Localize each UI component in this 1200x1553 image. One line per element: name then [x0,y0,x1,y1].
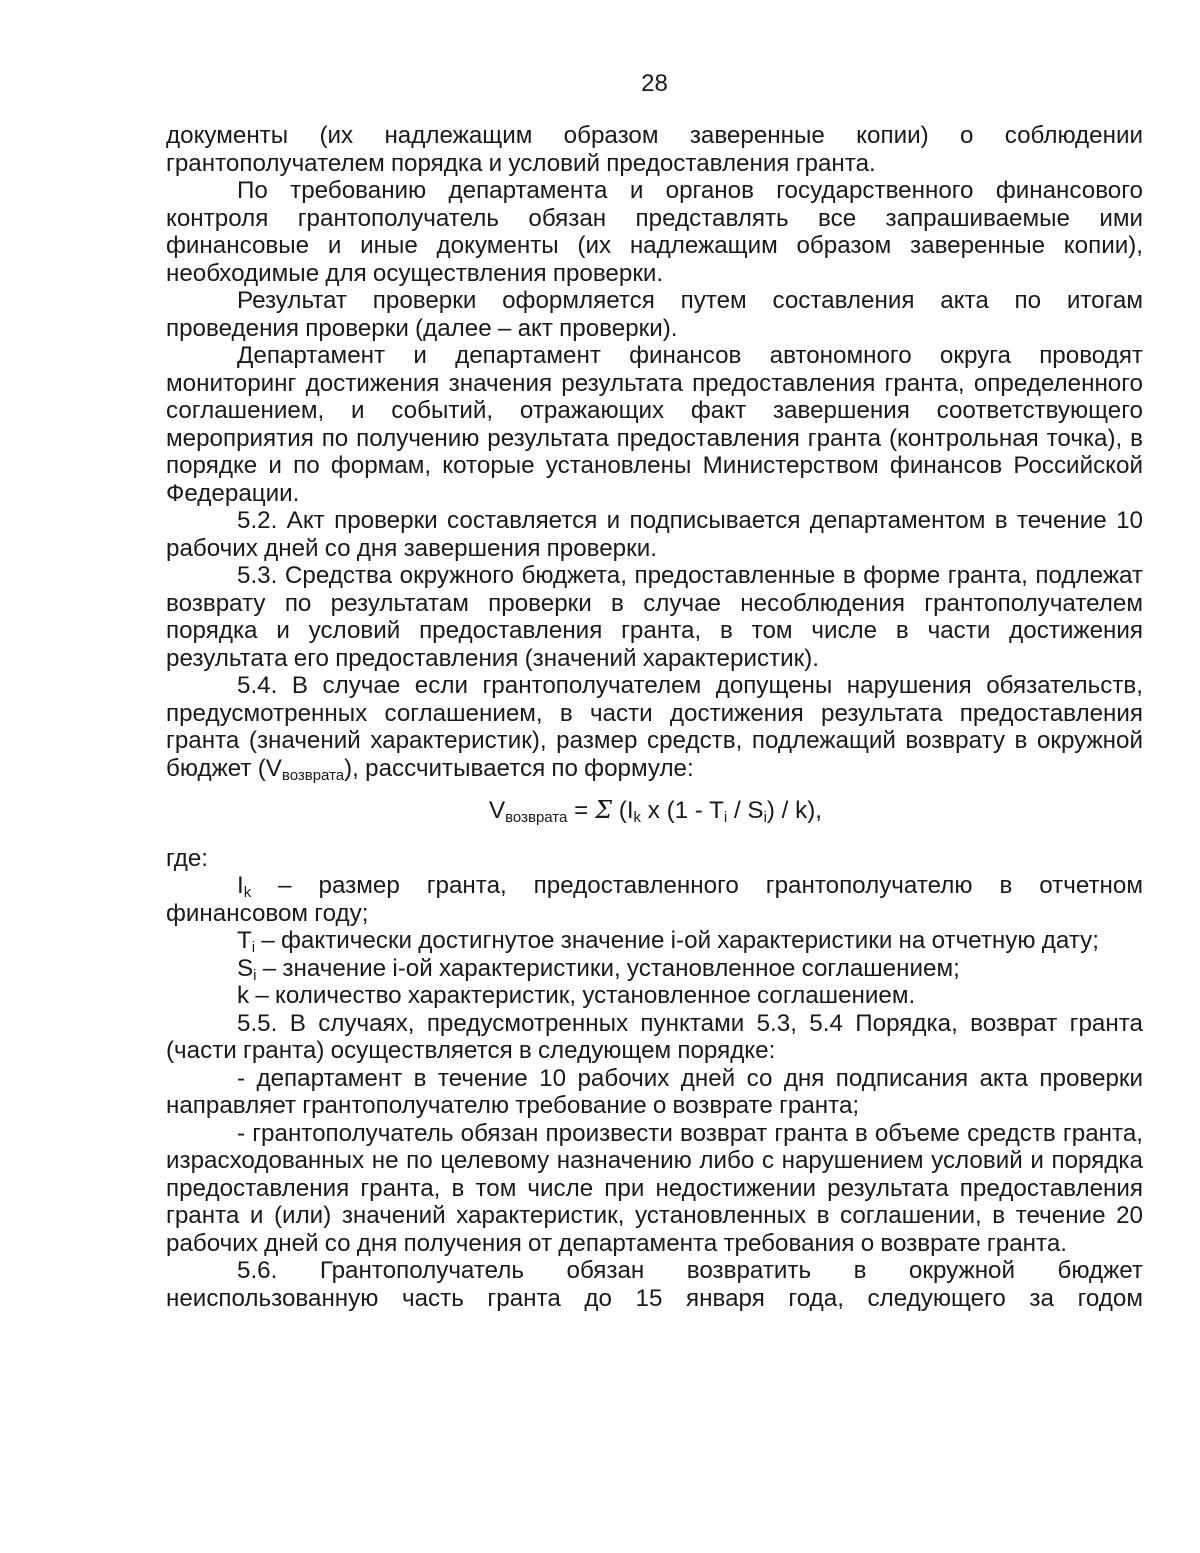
section-after-definitions [166,1010,1143,1313]
definition-symbol: S [237,954,254,982]
paragraph-5-4-text: 5.4. В случае если грантополучателем допущены нарушения обязательств, предусмотренных соглашением, в части достижения результата предоставления гранта (значений характеристик), размер средств, подлежащий возврату в окружной бюджет (V [166,672,1143,782]
definition-symbol: k [237,982,250,1009]
where-label: где: [166,844,209,872]
paragraph-1: По требованию департамента и органов государственного финансового контроля грантополучатель обязан представлять все запрашиваемые ими финансовые и иные документы (их надлежащим образом заверенные копии), необходимые для осуществления проверки. [166,177,1143,287]
paragraph-4: 5.2. Акт проверки составляется и подписывается департаментом в течение 10 рабочих дней со дня завершения проверки. [166,507,1143,562]
formula-part: x (1 - T [641,797,724,824]
paragraph-5-4 [166,672,1143,782]
formula-i-subscript: i [763,809,767,826]
paragraph-0: документы (их надлежащим образом заверенные копии) о соблюдении грантополучателем порядка и условий предоставления гранта. [166,122,1143,177]
sigma-symbol: Σ [594,796,613,824]
section-before-formula [166,122,1143,672]
subscript-vozvrata: возврата [281,766,345,784]
definition-item [166,982,1143,1010]
formula-part: ) / k), [766,797,822,824]
paragraph-5: 5.3. Средства окружного бюджета, предоставленные в форме гранта, подлежат возврату по результатам проверки в случае несоблюдения грантополучателем порядка и условий предоставления гранта, в том числе в части достижения результата его предоставления (значений характеристик). [166,562,1143,672]
definition-item [166,927,1143,955]
document-body [166,122,1143,1312]
paragraph-after-0: 5.5. В случаях, предусмотренных пунктами 5.3, 5.4 Порядка, возврат гранта (части гранта) осуществляется в следующем порядке: [166,1009,1143,1064]
paragraph-after-1: - департамент в течение 10 рабочих дней со дня подписания акта проверки направляет грантополучателю требование о возврате гранта; [166,1064,1143,1119]
paragraph-3: Департамент и департамент финансов автономного округа проводят мониторинг достижения значения результата предоставления гранта, определенного соглашением, и событий, отражающих факт завершения соответствующего мероприятия по получению результата предоставления гранта (контрольная точка), в порядке и по формам, которые установлены Министерством финансов Российской Федерации. [166,342,1143,507]
definition-symbol: T [237,927,252,954]
definition-text: – размер гранта, предоставленного грантополучателю в отчетном финансовом году; [166,872,1143,927]
formula-k-subscript: k [633,809,642,826]
paragraph-after-3: 5.6. Грантополучатель обязан возвратить в окружной бюджет неиспользованную часть гранта до 15 января года, следующего за годом [166,1257,1143,1312]
definition-subscript: k [243,884,252,901]
definition-text: – значение i-ой характеристики, установленное соглашением; [256,954,960,982]
page-number: 28 [641,70,668,97]
formula-v-subscript: возврата [505,809,568,826]
paragraph-5-4-text-end: ), рассчитывается по формуле: [344,754,694,782]
definition-item [166,955,1143,983]
definition-symbol: I [237,872,244,899]
formula-i-subscript: i [723,809,728,826]
definition-item [166,872,1143,927]
return-amount-formula [166,797,1143,825]
formula-definitions [166,872,1143,1010]
formula-part: (I [612,797,634,824]
paragraph-after-2: - грантополучатель обязан произвести возврат гранта в объеме средств гранта, израсходованных не по целевому назначению либо с нарушением условий и порядка предоставления гранта, в том числе при недостижении результата предоставления гранта и (или) значений характеристик, установленных в соглашении, в течение 20 рабочих дней со дня получения от департамента требования о возврате гранта. [166,1119,1143,1257]
formula-v: V [488,797,506,824]
definition-subscript: i [253,966,257,984]
formula-equals: = [567,797,595,824]
definition-text: – фактически достигнутое значение i-ой характеристики на отчетную дату; [255,927,1099,954]
formula-part: / S [727,797,764,824]
definition-text: – количество характеристик, установленное соглашением. [249,982,916,1009]
paragraph-2: Результат проверки оформляется путем составления акта по итогам проведения проверки (далее – акт проверки). [166,287,1143,342]
definition-subscript: i [251,939,256,956]
